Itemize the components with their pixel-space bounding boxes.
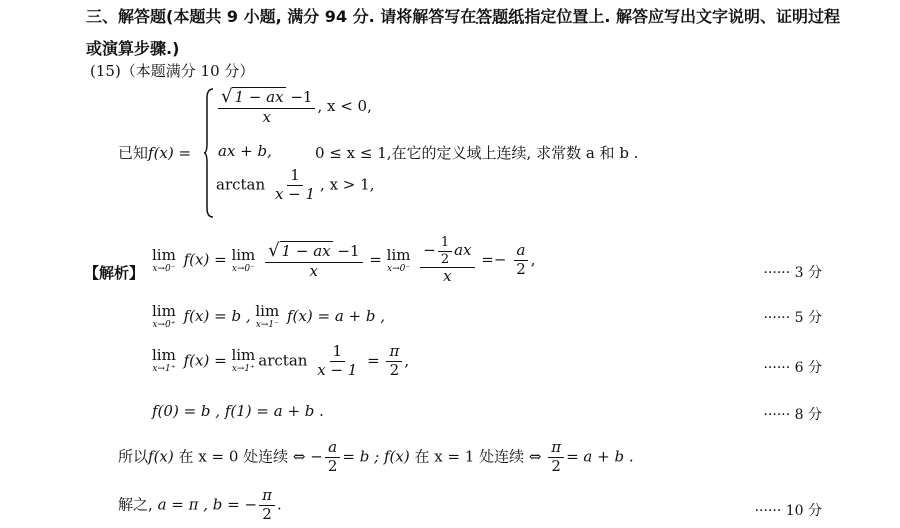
- a-equals-pi: a = π ,: [157, 495, 209, 514]
- case-3-denominator: x − 1: [274, 184, 316, 203]
- sqrt-numerator: [265, 239, 362, 263]
- pi-num: π: [259, 488, 275, 506]
- case-1: [216, 88, 372, 126]
- case-3: [216, 168, 374, 203]
- section-title-emphasis: 答题纸: [476, 7, 525, 26]
- case-2-condition: 0 ≤ x ≤ 1,: [315, 144, 392, 162]
- pi-half-fraction: [548, 440, 564, 475]
- case-2-condition-wrap: [315, 142, 638, 163]
- b-equals: b = −: [212, 495, 258, 514]
- lim-subscript: x→0⁻: [152, 263, 176, 274]
- minus-one: −1: [332, 241, 360, 260]
- sqrt-icon: √: [221, 86, 233, 107]
- two-den: 2: [389, 360, 400, 379]
- lim-subscript: x→1⁻: [255, 320, 279, 330]
- lim-word: lim: [152, 302, 176, 320]
- fx-term: f(x) =: [183, 351, 227, 370]
- problem-tail: 在它的定义域上连续, 求常数 a 和 b .: [391, 144, 639, 162]
- minus-sign: −: [423, 241, 436, 260]
- score-step-3: ······ 6 分: [763, 360, 822, 376]
- equals: =: [369, 250, 382, 269]
- solution-label: 【解析】: [84, 264, 145, 282]
- limit-op: [255, 304, 279, 330]
- arctan-den: x − 1: [317, 360, 358, 379]
- score-final: ······ 10 分: [754, 503, 822, 519]
- lim-subscript: x→0⁺: [152, 320, 176, 330]
- a-half-fraction: [513, 243, 529, 278]
- score-step-4: ······ 8 分: [763, 407, 822, 423]
- denominator-x: x: [443, 267, 452, 286]
- lim-word: lim: [152, 245, 176, 264]
- problem-fx: f(x) =: [148, 144, 192, 162]
- a-num: a: [325, 440, 340, 458]
- pi-num: π: [548, 440, 564, 458]
- limit-op: [386, 245, 411, 274]
- score-step-2: ······ 5 分: [763, 310, 822, 326]
- case-1-denominator: x: [262, 107, 271, 126]
- section-title-line-2: 或演算步骤.): [86, 39, 180, 58]
- minus-sign: −: [493, 250, 507, 269]
- lim-word: lim: [231, 245, 256, 264]
- lim-subscript: x→0⁻: [231, 263, 255, 274]
- lim-subscript: x→1⁺: [231, 364, 255, 375]
- case-3-arctan: arctan: [216, 175, 266, 194]
- half-fraction: [438, 236, 452, 266]
- lim-word: lim: [255, 302, 280, 320]
- case-3-fraction: [272, 168, 318, 203]
- case-1-num-tail: −1: [285, 88, 313, 106]
- problem-lead-text: 已知: [118, 144, 149, 162]
- comma: ,: [530, 250, 536, 269]
- two-den: 2: [516, 260, 526, 279]
- comma: ,: [404, 351, 410, 370]
- f-zero: f(0) = b ,: [152, 402, 221, 420]
- pi-half-fraction: [259, 488, 275, 523]
- f-one: f(1) = a + b .: [224, 402, 324, 420]
- half-den: 2: [440, 251, 450, 267]
- fx-term: f(x): [286, 307, 313, 325]
- lim-word: lim: [152, 346, 176, 365]
- section-title-part-2: 指定位置上. 解答应写出文字说明、证明过程: [524, 7, 840, 26]
- pi-num: π: [386, 344, 402, 362]
- sqrt-icon: √: [268, 239, 280, 261]
- section-title: [86, 4, 840, 27]
- case-3-numerator: 1: [287, 168, 303, 186]
- limit-op: [231, 245, 256, 274]
- pi-half-fraction: [386, 344, 402, 379]
- continuity-at-1: 在 x = 1 处连续 ⇔: [414, 447, 542, 466]
- arctan-word: arctan: [258, 351, 308, 370]
- case-2: [218, 142, 272, 160]
- half-ax-numerator: [420, 236, 474, 268]
- continuity-at-0: 在 x = 0 处连续 ⇔: [178, 447, 306, 466]
- two-den: 2: [327, 456, 338, 475]
- limit-op: [152, 348, 176, 374]
- two-den: 2: [551, 456, 561, 475]
- problem-lead: [118, 142, 191, 163]
- half-ax-fraction: [420, 236, 474, 285]
- equals: =: [481, 250, 494, 269]
- case-1-condition: , x < 0,: [317, 96, 372, 115]
- limit-op: [231, 348, 255, 374]
- radicand: 1 − ax: [281, 241, 331, 260]
- denominator-x: x: [309, 261, 319, 280]
- case-2-expr: ax + b,: [218, 142, 272, 160]
- limit-op: [152, 304, 176, 330]
- ax-term: ax: [454, 241, 472, 260]
- eq-a-plus-b-dot: = a + b .: [566, 447, 634, 466]
- a-half-fraction: [325, 440, 341, 475]
- two-den: 2: [262, 504, 272, 523]
- solution-step-2: [152, 304, 385, 330]
- case-1-radicand: 1 − ax: [234, 88, 284, 106]
- equals: =: [367, 351, 380, 370]
- case-1-numerator: [218, 88, 315, 109]
- conclusion-line: [118, 440, 634, 475]
- solution-step-4: [152, 402, 324, 420]
- so-text: 所以: [118, 447, 149, 466]
- half-num: 1: [438, 236, 452, 252]
- lim-word: lim: [386, 245, 411, 264]
- problem-header: (15)（本题满分 10 分）: [90, 62, 255, 80]
- arctan-num: 1: [330, 344, 346, 362]
- minus-sign: −: [310, 447, 323, 466]
- case-3-condition: , x > 1,: [320, 175, 375, 194]
- case-1-fraction: [218, 88, 315, 126]
- a-num: a: [514, 243, 529, 261]
- eq-a-plus-b: = a + b ,: [317, 307, 386, 325]
- fx-term: f(x) =: [183, 250, 227, 269]
- sqrt-fraction: [265, 239, 362, 280]
- eq-b-semicolon: = b ;: [342, 447, 380, 466]
- solution-step-3: [152, 344, 409, 379]
- left-brace-icon: [204, 88, 214, 218]
- arctan-fraction: [314, 344, 360, 379]
- score-step-1: ······ 3 分: [763, 265, 822, 281]
- fx-term: f(x): [148, 447, 174, 466]
- lim-subscript: x→1⁺: [152, 364, 176, 375]
- lim-subscript: x→0⁻: [387, 263, 411, 274]
- final-answer: 解之, a = π , b = − $\frac{\pi}{2}$ .: [118, 486, 282, 523]
- lim-word: lim: [231, 346, 256, 365]
- section-title-part-1: 三、解答题(本题共 9 小题, 满分 94 分. 请将解答写在: [86, 7, 477, 26]
- limit-op: [152, 245, 176, 274]
- solution-step-1: [152, 236, 536, 285]
- solve-text: 解之,: [118, 495, 153, 514]
- eq-b: = b ,: [214, 307, 251, 325]
- fx-term: f(x): [183, 307, 210, 325]
- fx-term: f(x): [383, 447, 410, 466]
